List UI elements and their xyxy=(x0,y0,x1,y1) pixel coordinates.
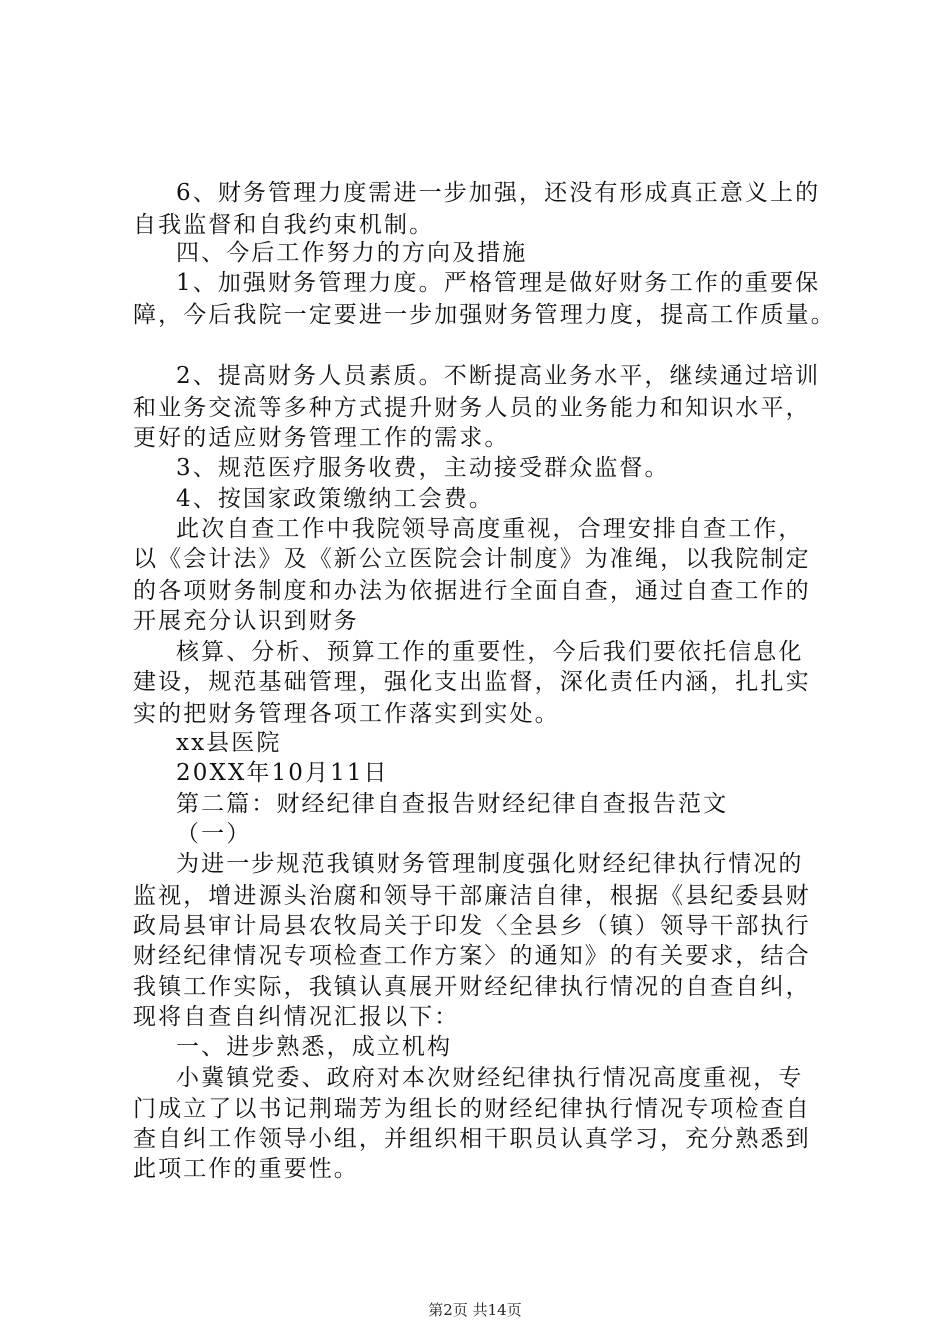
text-line: 财经纪律情况专项检查工作方案〉的通知》的有关要求，结合 xyxy=(133,943,811,969)
text-line: 政局县审计局县农牧局关于印发〈全县乡（镇）领导干部执行 xyxy=(133,913,811,939)
text-line: 核算、分析、预算工作的重要性，今后我们要依托信息化 xyxy=(176,639,804,665)
text-line: 建设，规范基础管理，强化支出监督，深化责任内涵，扎扎实 xyxy=(133,669,811,695)
text-line: 实的把财务管理各项工作落实到实处。 xyxy=(133,701,560,727)
text-line: 自我监督和自我约束机制。 xyxy=(133,212,435,238)
text-line: 监视，增进源头治腐和领导干部廉洁自律，根据《县纪委县财 xyxy=(133,883,811,909)
text-line: 为进一步规范我镇财务管理制度强化财经纪律执行情况的 xyxy=(176,851,804,877)
section-heading: 一、进步熟悉，成立机构 xyxy=(176,1034,453,1060)
text-line: 门成立了以书记荆瑞芳为组长的财经纪律执行情况专项检查自 xyxy=(133,1096,811,1122)
section-number: （一） xyxy=(176,821,252,847)
text-line: 以《会计法》及《新公立医院会计制度》为准绳，以我院制定 xyxy=(133,546,811,572)
signature-org: xx县医院 xyxy=(176,730,282,756)
text-line: 开展充分认识到财务 xyxy=(133,608,359,634)
page-number-footer: 第2页 共14页 xyxy=(428,1301,522,1319)
text-line: 的各项财务制度和办法为依据进行全面自查，通过自查工作的 xyxy=(133,578,811,604)
text-line: 此项工作的重要性。 xyxy=(133,1156,359,1182)
text-line: 1、加强财务管理力度。严格管理是做好财务工作的重要保 xyxy=(176,270,821,296)
chapter-title: 第二篇：财经纪律自查报告财经纪律自查报告范文 xyxy=(176,791,729,817)
text-line: 此次自查工作中我院领导高度重视，合理安排自查工作， xyxy=(176,516,804,542)
text-line: 2、提高财务人员素质。不断提高业务水平，继续通过培训 xyxy=(176,363,821,389)
signature-date: 20XX年10月11日 xyxy=(176,760,389,786)
text-line: 和业务交流等多种方式提升财务人员的业务能力和知识水平， xyxy=(133,395,811,421)
text-line: 小冀镇党委、政府对本次财经纪律执行情况高度重视，专 xyxy=(176,1065,804,1091)
text-line: 4、按国家政策缴纳工会费。 xyxy=(176,486,494,512)
text-line: 更好的适应财务管理工作的需求。 xyxy=(133,425,510,451)
text-line: 3、规范医疗服务收费，主动接受群众监督。 xyxy=(176,455,670,481)
text-line: 障，今后我院一定要进一步加强财务管理力度，提高工作质量。 xyxy=(133,302,836,328)
text-line: 查自纠工作领导小组，并组织相干职员认真学习，充分熟悉到 xyxy=(133,1126,811,1152)
text-line: 现将自查自纠情况汇报以下： xyxy=(133,1004,460,1030)
section-heading: 四、今后工作努力的方向及措施 xyxy=(176,240,528,266)
text-line: 我镇工作实际，我镇认真展开财经纪律执行情况的自查自纠， xyxy=(133,974,811,1000)
text-line: 6、财务管理力度需进一步加强，还没有形成真正意义上的 xyxy=(176,180,821,206)
